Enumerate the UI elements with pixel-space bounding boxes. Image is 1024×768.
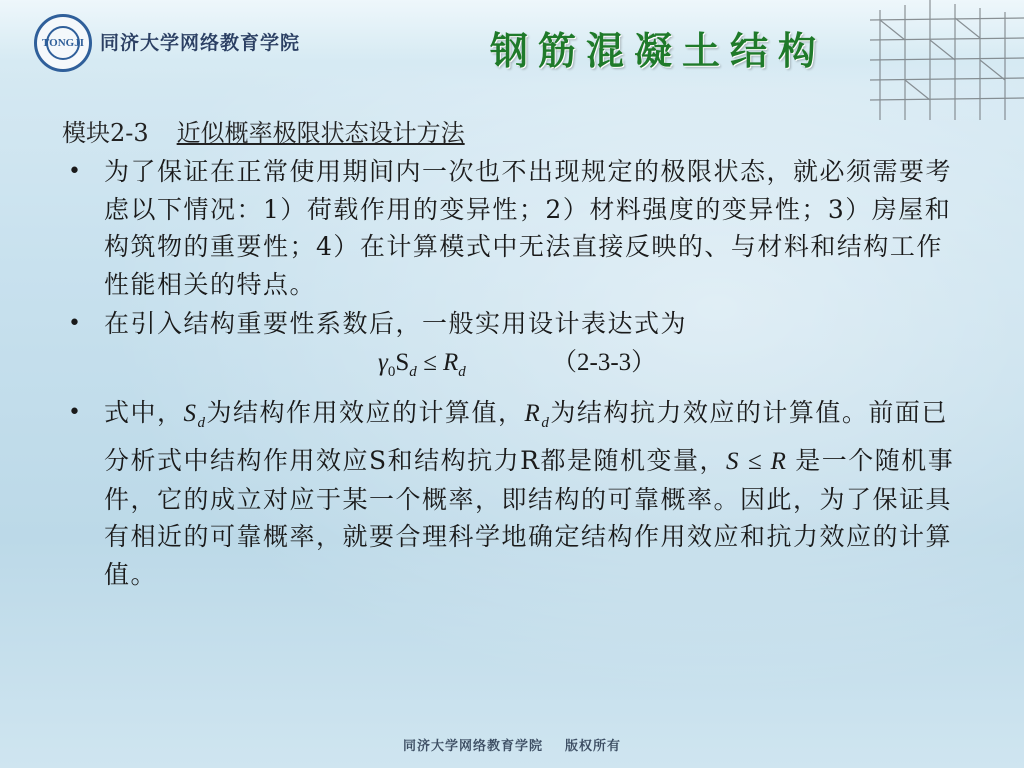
module-heading (62, 115, 960, 151)
bullet-text-prefix: 式中， (104, 397, 184, 427)
formula-expression: $\gamma_0S_d \le R_d$ (378, 348, 466, 380)
university-logo (34, 14, 92, 72)
slide-header (0, 0, 1024, 88)
symbol-sd: $S_d$ (183, 399, 207, 431)
module-name: 近似概率极限状态设计方法 (176, 119, 465, 147)
bullet-dot-icon: • (68, 159, 83, 184)
slide-content (60, 115, 960, 593)
logo-emblem: TONGJI (46, 26, 80, 60)
symbol-rd: $R_d$ (524, 399, 551, 431)
bullet-item (60, 305, 960, 343)
bullet-dot-icon: • (68, 311, 83, 336)
bullet-text: 为了保证在正常使用期间内一次也不出现规定的极限状态，就必须需要考虑以下情况：1）荷载作用的变异性；2）材料强度的变异性；3）房屋和构筑物的重要性；4）在计算模式中无法直接反映的、与材料和结构工作性能相关的特点。 (104, 157, 953, 299)
bullet-text-mid2: 为结构抗力效应的计算值。前面已分析式中结构作用效应S和结构抗力R都是随机变量， (104, 397, 948, 475)
building-frame-image (860, 0, 1024, 120)
design-formula (60, 343, 960, 392)
bullet-item (60, 394, 960, 594)
formula-number: （2-3-3） (552, 348, 657, 376)
school-name: 同济大学网络教育学院 (100, 32, 301, 54)
footer-school: 同济大学网络教育学院 (402, 739, 543, 754)
symbol-s-le-r: S ≤ R (725, 448, 796, 475)
module-label: 模块2-3 (62, 119, 149, 147)
bullet-text: 在引入结构重要性系数后，一般实用设计表达式为 (104, 309, 688, 338)
slide-footer (0, 726, 1024, 768)
bullet-dot-icon: • (68, 399, 83, 425)
bullet-item (60, 153, 960, 303)
bullet-text-mid1: 为结构作用效应的计算值， (206, 397, 525, 427)
course-title: 钢筋混凝土结构 (490, 29, 827, 73)
footer-rights: 版权所有 (565, 739, 622, 754)
bullet-text-mid3: 是一个随机事件，它的成立对应于某一个概率，即结构的可靠概率。因此，为了保证具有相近的可靠概率，就要合理科学地确定结构作用效应和抗力效应的计算值。 (104, 446, 955, 589)
